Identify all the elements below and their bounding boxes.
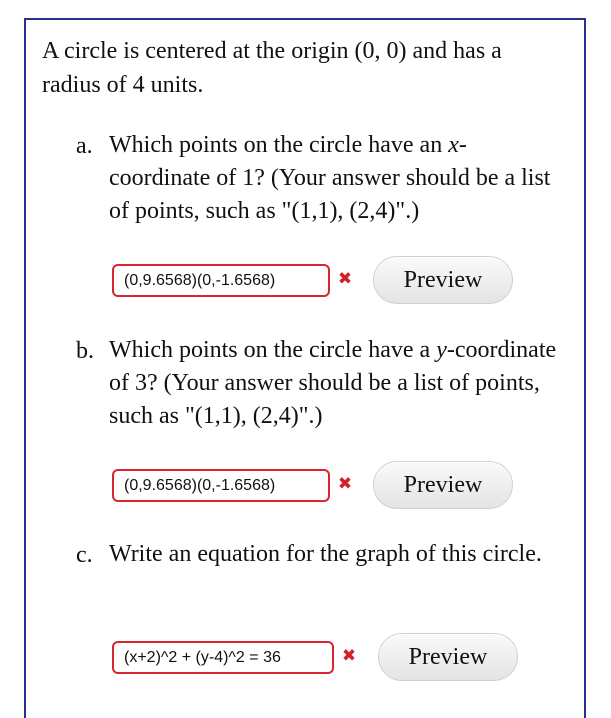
- question-text-before: Write an equation for the graph of this circle.: [109, 541, 542, 567]
- question-text: [109, 538, 564, 571]
- question-b: [76, 334, 566, 429]
- preview-button[interactable]: Preview: [378, 633, 518, 681]
- x-mark-icon: ✖: [337, 269, 353, 289]
- question-c: [76, 538, 566, 608]
- question-marker: b.: [76, 338, 94, 364]
- answer-input[interactable]: (0,9.6568)(0,-1.6568): [112, 469, 330, 502]
- question-a: [76, 129, 566, 224]
- math-variable: y: [436, 337, 447, 363]
- answer-input[interactable]: (x+2)^2 + (y-4)^2 = 36: [112, 641, 334, 674]
- preview-button[interactable]: Preview: [373, 461, 513, 509]
- answer-input[interactable]: (0,9.6568)(0,-1.6568): [112, 264, 330, 297]
- question-text-before: Which points on the circle have a: [109, 337, 437, 363]
- problem-intro: [42, 34, 562, 102]
- question-text: [109, 129, 564, 228]
- x-mark-icon: ✖: [337, 474, 353, 494]
- question-text: [109, 334, 564, 433]
- preview-button[interactable]: Preview: [373, 256, 513, 304]
- question-text-before: Which points on the circle have an: [109, 132, 449, 158]
- question-text-after: -coordinate of 3? (Your answer should be a list of points, such as "(1,1), (2,4)".): [109, 337, 557, 429]
- question-marker: a.: [76, 133, 93, 159]
- math-variable: x: [448, 132, 459, 158]
- question-marker: c.: [76, 542, 93, 568]
- question-text-after: -coordinate of 1? (Your answer should be a list of points, such as "(1,1), (2,4)".): [109, 132, 551, 224]
- x-mark-icon: ✖: [341, 646, 357, 666]
- intro-text: A circle is centered at the origin (0, 0) and has a radius of 4 units.: [42, 38, 502, 98]
